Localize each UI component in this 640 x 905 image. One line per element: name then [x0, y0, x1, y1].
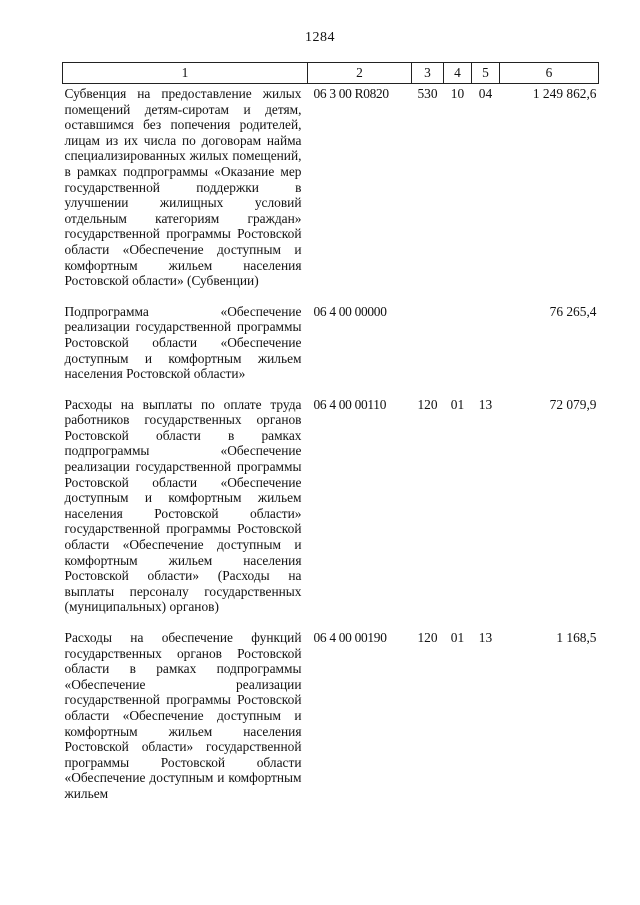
row-amount: 72 079,9: [549, 396, 597, 412]
row-target-code: 06 4 00 00190: [313, 630, 387, 645]
header-col-6: 6: [500, 63, 599, 84]
table-row: [63, 397, 599, 630]
header-col-5: 5: [472, 63, 500, 84]
row-subsection: [472, 304, 500, 397]
row-target-code: 06 3 00 R0820: [313, 86, 389, 101]
table-row: [63, 84, 599, 304]
row-amount: 1 249 862,6: [532, 86, 597, 101]
row-section: 01: [450, 396, 465, 412]
header-col-4: 4: [444, 63, 472, 84]
row-expense-type: 120: [417, 396, 438, 412]
row-subsection: 13: [478, 630, 493, 645]
row-description: Расходы на обеспечение функций государственных органов Ростовской области в рамках подпрограммы «Обеспечение реализации государственной программы Ростовской области «Обеспечение доступным и комфортным жильем населения Ростовской области» государственной программы Ростовской области «Обеспечение доступным и комфортным жильем: [64, 630, 302, 801]
row-subsection: 04: [478, 86, 493, 101]
row-description: Подпрограмма «Обеспечение реализации государственной программы Ростовской области «Обеспечение доступным и комфортным жильем населения Ростовской области»: [64, 303, 302, 382]
header-col-3: 3: [412, 63, 444, 84]
header-col-2: 2: [308, 63, 412, 84]
row-description: Расходы на выплаты по оплате труда работников государственных органов Ростовской области в рамках подпрограммы «Обеспечение реализации государственной программы Ростовской области «Обеспечение доступным и комфортным жильем населения Ростовской области» государственной программы Ростовской области «Обеспечение доступным и комфортным жильем населения Ростовской области» (Расходы на выплаты персоналу государственных (муниципальных) органов): [64, 396, 302, 615]
row-section: 10: [450, 86, 465, 101]
table-header: [63, 63, 599, 84]
row-target-code: 06 4 00 00000: [313, 303, 387, 319]
row-description: Субвенция на предоставление жилых помещений детям-сиротам и детям, оставшимся без попечения родителей, лицам из их числа по договорам найма специализированных жилых помещений, в рамках подпрограммы «Оказание мер государственной поддержки в улучшении жилищных условий отдельным категориям граждан» государственной программы Ростовской области «Обеспечение доступным и комфортным жильем населения Ростовской области» (Субвенции): [64, 86, 302, 289]
budget-table: [62, 62, 599, 817]
row-target-code: 06 4 00 00110: [313, 396, 387, 412]
row-section: 01: [450, 630, 465, 645]
row-section: [444, 304, 472, 397]
row-expense-type: [412, 304, 444, 397]
header-row: [63, 63, 599, 84]
row-expense-type: 120: [417, 630, 438, 645]
row-amount: 1 168,5: [556, 630, 597, 645]
table-body: [63, 84, 599, 817]
header-col-1: 1: [63, 63, 308, 84]
page-number: 1284: [305, 30, 335, 45]
row-subsection: 13: [478, 396, 493, 412]
row-expense-type: 530: [417, 86, 438, 101]
table-row: [63, 630, 599, 817]
row-amount: 76 265,4: [549, 303, 597, 319]
table-row: [63, 304, 599, 397]
